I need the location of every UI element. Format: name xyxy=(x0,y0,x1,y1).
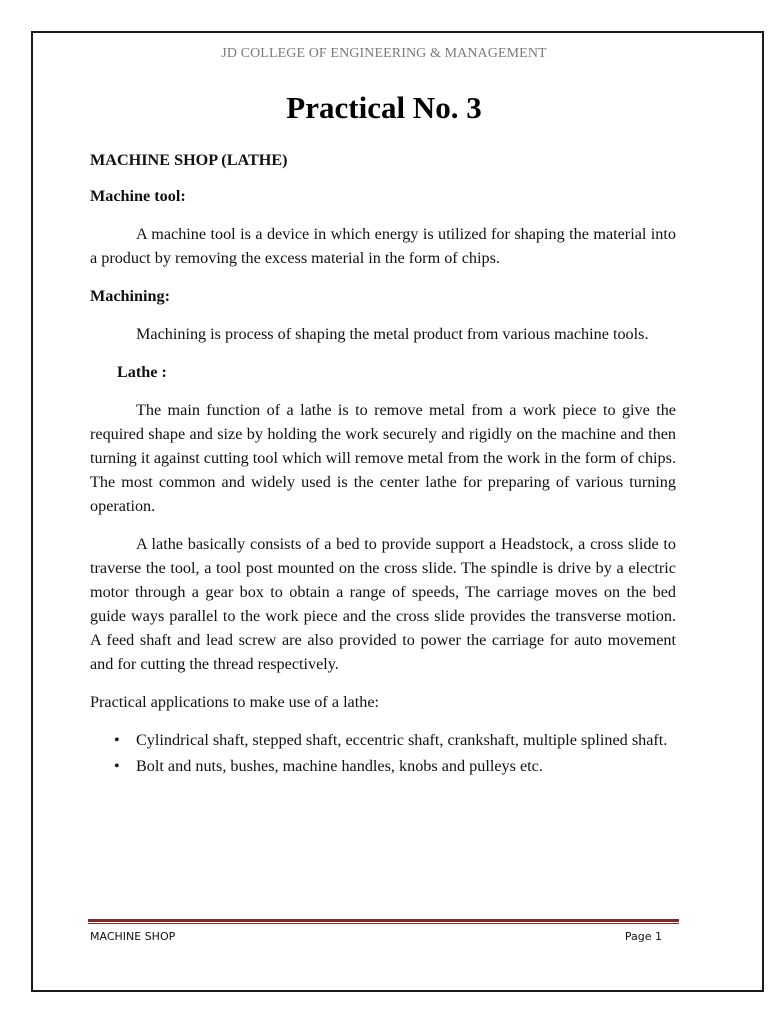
lathe-heading: Lathe : xyxy=(117,363,167,381)
page-title: Practical No. 3 xyxy=(286,90,482,125)
list-item-text: Cylindrical shaft, stepped shaft, eccentric shaft, crankshaft, multiple splined shaft. xyxy=(136,731,668,749)
footer-rule-thin xyxy=(88,923,679,924)
page-header: JD COLLEGE OF ENGINEERING & MANAGEMENT xyxy=(221,46,547,61)
lathe-paragraph-1: The main function of a lathe is to remove metal from a work piece to give the required shape and size by holding the work securely and rigidly on the machine and then turning it against cutting tool which will remove metal from the work in the form of chips. The most common and widely used is the center lathe for preparing of various turning operation. xyxy=(90,401,676,515)
footer-rule xyxy=(88,919,679,922)
list-item-text: Bolt and nuts, bushes, machine handles, knobs and pulleys etc. xyxy=(136,757,543,775)
applications-list xyxy=(90,728,676,778)
lathe-paragraph-2: A lathe basically consists of a bed to provide support a Headstock, a cross slide to traverse the tool, a tool post mounted on the cross slide. The spindle is drive by a electric motor through a gear box to obtain a range of speeds, The carriage moves on the bed guide ways parallel to the work piece and the cross slide provides the transverse motion. A feed shaft and lead screw are also provided to power the carriage for auto movement and for cutting the thread respectively. xyxy=(90,535,676,673)
machining-paragraph: Machining is process of shaping the metal product from various machine tools. xyxy=(136,325,649,343)
list-item xyxy=(90,728,676,752)
main-heading: MACHINE SHOP (LATHE) xyxy=(90,151,288,169)
machining-heading: Machining: xyxy=(90,287,171,305)
document-body xyxy=(90,148,676,780)
machine-tool-heading: Machine tool: xyxy=(90,187,186,205)
machine-tool-paragraph: A machine tool is a device in which energy is utilized for shaping the material into a product by removing the excess material in the form of chips. xyxy=(90,225,676,267)
bullet-icon: • xyxy=(114,731,120,749)
applications-intro: Practical applications to make use of a lathe: xyxy=(90,693,380,711)
footer-title: MACHINE SHOP xyxy=(90,930,176,943)
page-number: Page 1 xyxy=(624,930,662,943)
bullet-icon: • xyxy=(114,757,120,775)
list-item xyxy=(90,754,676,778)
